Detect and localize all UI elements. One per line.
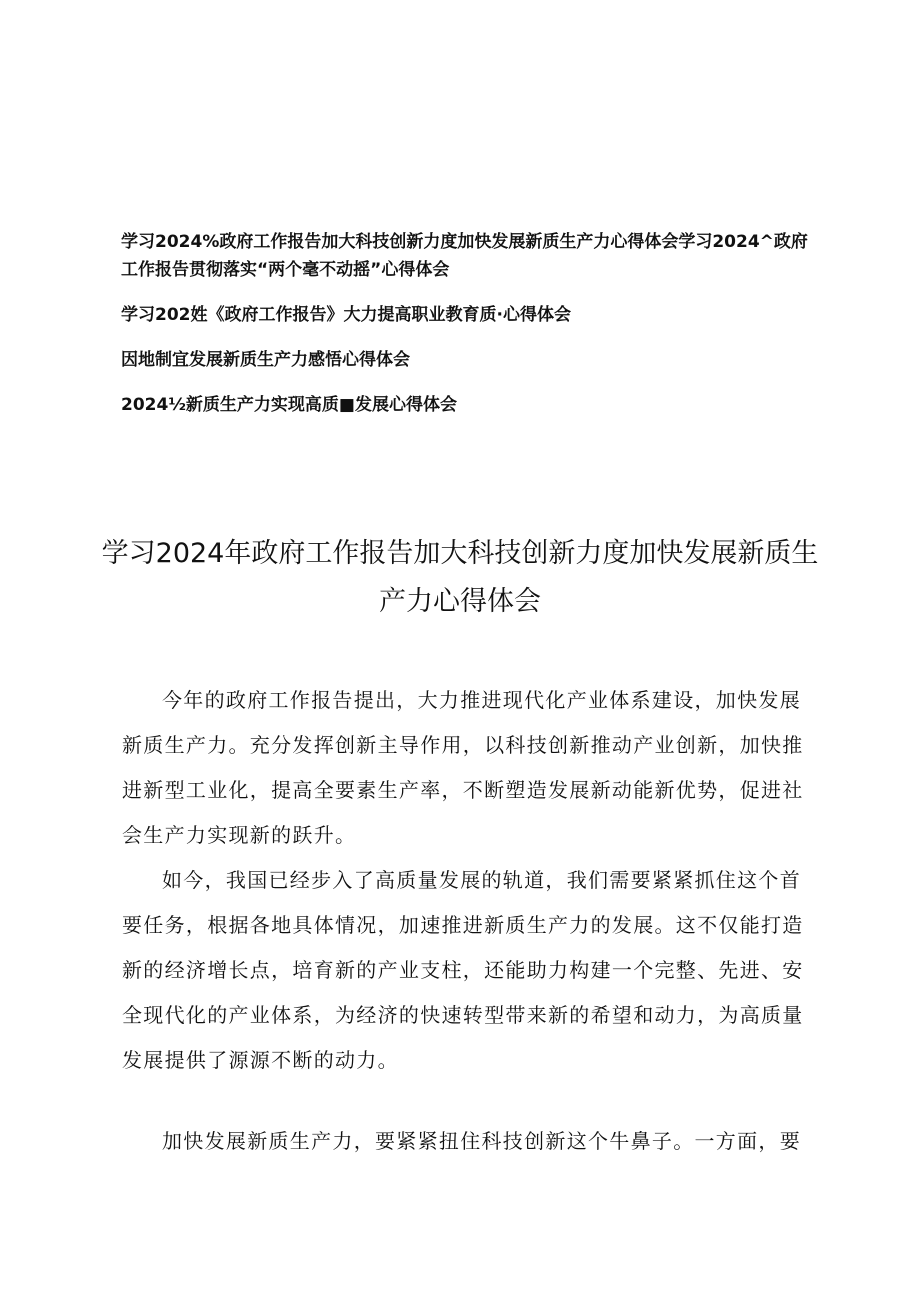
toc-item[interactable]: 因地制宜发展新质生产力感悟心得体会 — [121, 350, 410, 370]
body-paragraph: 如今，我国已经步入了高质量发展的轨道，我们需要紧紧抓住这个首要任务，根据各地具体情况，加速推进新质生产力的发展。这不仅能打造新的经济增长点，培育新的产业支柱，还能助力构建一个完整、先进、安全现代化的产业体系，为经济的快速转型带来新的希望和动力，为高质量发展提供了源源不断的动力。 — [122, 868, 804, 1072]
toc-item[interactable]: 学习202姓《政府工作报告》大力提高职业教育质·心得体会 — [121, 305, 571, 325]
table-of-contents — [121, 228, 821, 419]
article-title: 学习2024年政府工作报告加大科技创新力度加快发展新质生产力心得体会 — [101, 538, 819, 617]
body-paragraph: 今年的政府工作报告提出，大力推进现代化产业体系建设，加快发展新质生产力。充分发挥创新主导作用，以科技创新推动产业创新，加快推进新型工业化，提高全要素生产率，不断塑造发展新动能新优势，促进社会生产力实现新的跃升。 — [122, 688, 804, 847]
toc-item[interactable]: 2024½新质生产力实现高质■发展心得体会 — [121, 395, 457, 415]
article-body — [122, 678, 810, 1164]
toc-item[interactable]: 学习2024%政府工作报告加大科技创新力度加快发展新质生产力心得体会学习2024^政府工作报告贯彻落实“两个毫不动摇”心得体会 — [121, 232, 808, 280]
body-paragraph: 加快发展新质生产力，要紧紧扭住科技创新这个牛鼻子。一方面，要 — [162, 1129, 801, 1153]
